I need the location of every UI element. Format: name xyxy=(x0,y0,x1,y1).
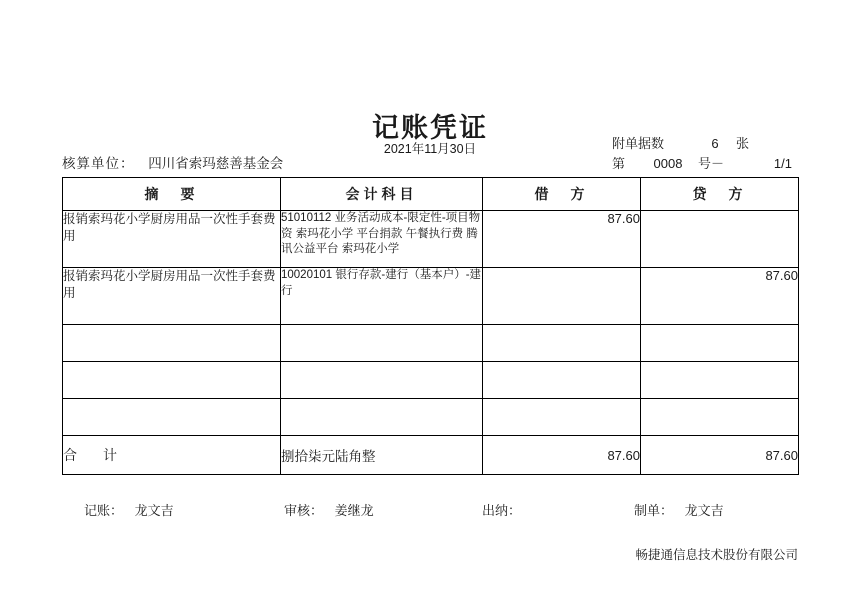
row-subject xyxy=(281,362,483,399)
total-credit: 87.60 xyxy=(641,436,799,475)
voucher-table xyxy=(62,177,799,475)
header-debit: 借 方 xyxy=(483,178,641,211)
attachment-row xyxy=(612,133,842,153)
accounting-unit xyxy=(62,152,283,172)
row-debit xyxy=(483,399,641,436)
row-debit: 87.60 xyxy=(483,211,641,268)
header-subject: 会计科目 xyxy=(281,178,483,211)
page-title: 记账凭证 xyxy=(372,113,488,144)
accounting-unit-label: 核算单位： xyxy=(62,156,135,171)
row-subject xyxy=(281,325,483,362)
row-credit xyxy=(641,399,799,436)
voucher-number-row xyxy=(612,153,842,173)
signature-bookkeeper-label: 记账： xyxy=(84,503,124,518)
signature-cashier-label: 出纳： xyxy=(482,503,522,518)
signature-auditor-name: 姜继龙 xyxy=(334,503,374,518)
row-summary: 报销索玛花小学厨房用品一次性手套费用 xyxy=(63,268,281,325)
voucher-meta xyxy=(612,133,842,173)
voucher-number-label: 第 xyxy=(612,156,626,171)
total-label: 合 计 xyxy=(63,436,281,475)
total-row xyxy=(63,436,799,475)
row-summary xyxy=(63,399,281,436)
signature-auditor-label: 审核： xyxy=(284,503,324,518)
signature-bookkeeper xyxy=(84,500,174,519)
row-subject xyxy=(281,399,483,436)
row-debit xyxy=(483,325,641,362)
row-credit xyxy=(641,211,799,268)
signature-cashier xyxy=(482,500,529,519)
accounting-unit-value: 四川省索玛慈善基金会 xyxy=(148,156,284,171)
row-summary xyxy=(63,362,281,399)
voucher-number-suffix: 号－ xyxy=(698,156,725,171)
row-credit: 87.60 xyxy=(641,268,799,325)
total-amount-words: 捌拾柒元陆角整 xyxy=(281,436,483,475)
row-summary xyxy=(63,325,281,362)
table-row-empty xyxy=(63,399,799,436)
table-header-row xyxy=(63,178,799,211)
voucher-number-value: 0008 xyxy=(653,156,683,171)
total-debit: 87.60 xyxy=(483,436,641,475)
signature-preparer-name: 龙文吉 xyxy=(684,503,724,518)
table-row-empty xyxy=(63,325,799,362)
table-row-empty xyxy=(63,362,799,399)
voucher-date: 2021年11月30日 xyxy=(383,142,477,156)
row-subject: 51010112 业务活动成本-限定性-项目物资 索玛花小学 平台捐款 午餐执行费 腾讯公益平台 索玛花小学 xyxy=(281,211,483,268)
header-credit: 贷 方 xyxy=(641,178,799,211)
attachment-count: 6 xyxy=(711,136,719,151)
row-debit xyxy=(483,268,641,325)
row-credit xyxy=(641,362,799,399)
signature-auditor xyxy=(284,500,374,519)
row-debit xyxy=(483,362,641,399)
header-summary: 摘 要 xyxy=(63,178,281,211)
signature-preparer xyxy=(634,500,724,519)
voucher-page-no: 1/1 xyxy=(773,156,792,171)
attachment-unit: 张 xyxy=(736,136,750,151)
row-subject: 10020101 银行存款-建行（基本户）-建行 xyxy=(281,268,483,325)
attachment-label: 附单据数 xyxy=(612,136,665,151)
signature-preparer-label: 制单： xyxy=(634,503,674,518)
footer-company: 畅捷通信息技术股份有限公司 xyxy=(635,548,798,562)
row-summary: 报销索玛花小学厨房用品一次性手套费用 xyxy=(63,211,281,268)
row-credit xyxy=(641,325,799,362)
table-row xyxy=(63,211,799,268)
signature-bookkeeper-name: 龙文吉 xyxy=(134,503,174,518)
table-row xyxy=(63,268,799,325)
